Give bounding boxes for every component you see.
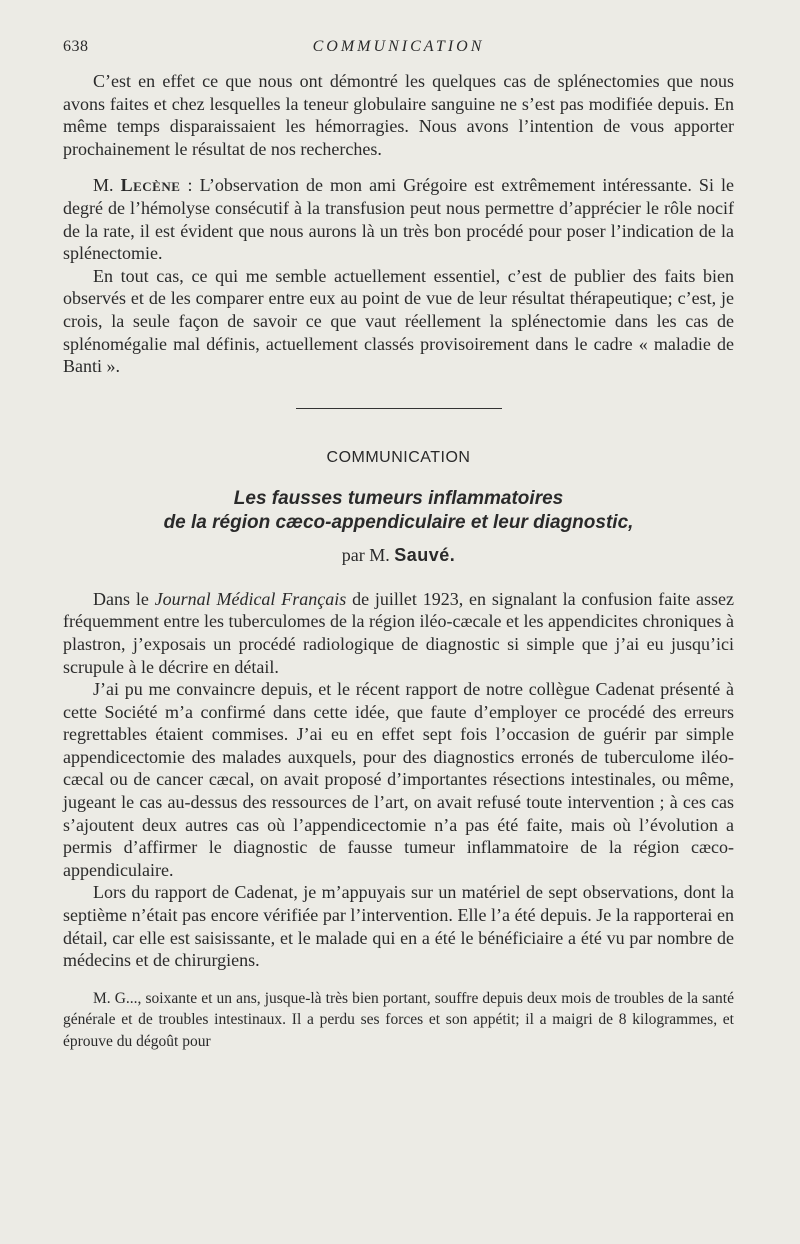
- section-label: COMMUNICATION: [326, 448, 471, 466]
- author-name: Sauvé.: [394, 544, 456, 565]
- running-head: COMMUNICATION: [312, 38, 485, 55]
- body-paragraph-3: Lors du rapport de Cadenat, je m’appuyais sur un matériel de sept observations, dont la septième n’était pas encore vérifiée par l’intervention. Elle l’a été depuis. Je la rapporterai en détail, car elle est saisissante, et le malade qui en a été le bénéficiaire a été vu par nombre de médecins et de chirurgiens.: [63, 882, 734, 971]
- article-title-line-1: Les fausses tumeurs inflammatoires: [233, 487, 564, 509]
- page-number: 638: [63, 38, 89, 55]
- byline: [63, 545, 734, 566]
- discussion-paragraph-3: En tout cas, ce qui me semble actuellement essentiel, c’est de publier des faits bien observés et de les comparer entre eux au point de vue de leur résultat thérapeutique; c’est, je crois, la seule façon de savoir ce que vaut réellement la splénectomie dans les cas de splénomégalie mal définis, actuellement classés provisoirement dans le cadre « maladie de Banti ».: [63, 265, 734, 377]
- speaker-text: : L’observation de mon ami Grégoire est extrêmement intéressante. Si le degré de l’hémolyse consécutif à la transfusion peut nous permettre d’apprécier le rôle nocif de la rate, il est évident que nous aurons là un très bon procédé pour poser l’indication de la splénectomie.: [63, 175, 735, 264]
- byline-prefix: par M.: [341, 544, 390, 565]
- journal-name: Journal Médical Français: [154, 588, 347, 609]
- page-header: [63, 0, 734, 70]
- speaker-prefix: M.: [93, 175, 114, 196]
- case-note: M. G..., soixante et un ans, jusque-là très bien portant, souffre depuis deux mois de troubles de la santé générale et de troubles intestinaux. Il a perdu ses forces et son appétit; il a maigri de 8 kilogrammes, et éprouve du dégoût pour: [63, 989, 734, 1050]
- article-title-line-2: de la région cæco-appendiculaire et leur diagnostic,: [163, 511, 634, 533]
- p1-after: de juillet 1923, en signalant la confusion faite assez fréquemment entre les tuberculomes de la région iléo-cæcale et les appendicites chroniques à plastron, j’exposais un procédé radiologique de diagnostic si simple que j’ai eu jusqu’ici scrupule à le décrire en détail.: [63, 588, 735, 677]
- discussion-paragraph-lecene: [63, 174, 734, 264]
- article-title: [63, 487, 734, 535]
- body-paragraph-1: [63, 588, 734, 678]
- p1-before: Dans le: [93, 588, 149, 609]
- body-paragraph-2: J’ai pu me convaincre depuis, et le récent rapport de notre collègue Cadenat présenté à cette Société m’a confirmé dans cette idée, que faute d’employer ce procédé des erreurs regrettables étaient commises. J’ai eu en effet sept fois l’occasion de guérir par simple appendicectomie des malades auxquels, pour des diagnostics erronés de tuberculome iléo-cæcal ou de cancer cæcal, on avait proposé d’importantes résections intestinales, ou même, jugeant le cas au-dessus des ressources de l’art, on avait refusé toute intervention ; à ces cas s’ajoutent deux autres cas où l’appendicectomie n’a pas été faite, mais où l’évolution a permis d’affirmer le diagnostic de fausse tumeur inflammatoire de la région cæco-appendiculaire.: [63, 679, 734, 880]
- section-divider: [296, 408, 502, 409]
- discussion-paragraph-1: C’est en effet ce que nous ont démontré les quelques cas de splénectomies que nous avons faites et chez lesquelles la teneur globulaire sanguine ne s’est pas modifiée depuis. En même temps disparaissaient les hémorragies. Nous avons l’intention de vous apporter prochainement le résultat de nos recherches.: [63, 71, 734, 159]
- speaker-name: Lecène: [120, 175, 181, 196]
